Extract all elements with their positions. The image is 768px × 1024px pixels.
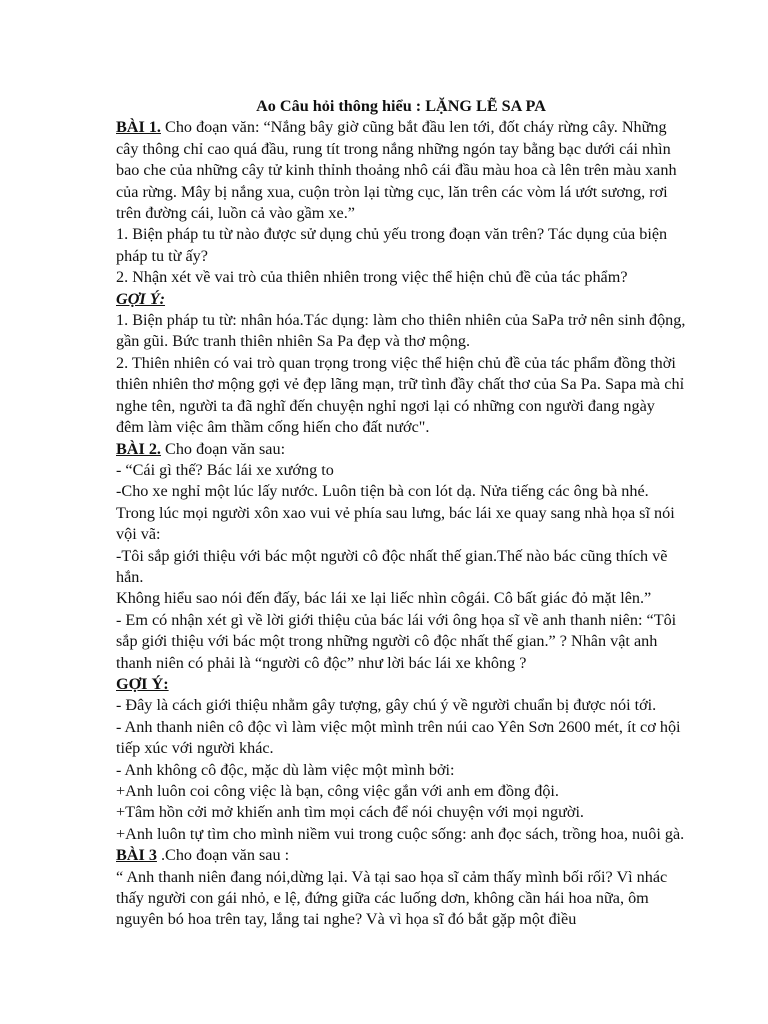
- bai3-intro-text: .Cho đoạn văn sau :: [156, 846, 290, 865]
- document-page: [116, 96, 686, 931]
- bai1-heading: BÀI 1.: [116, 118, 161, 137]
- bai1-goiy-heading: GỢI Ý:: [116, 289, 166, 308]
- bai2-intro-text: Cho đoạn văn sau:: [160, 439, 286, 458]
- bai1-question-2: 2. Nhận xét về vai trò của thiên nhiên trong việc thể hiện chủ đề của tác phẩm?: [116, 268, 628, 287]
- bai1-intro-paragraph: [116, 117, 686, 224]
- bai2-goiy-heading: GỢI Ý:: [116, 674, 169, 693]
- bai1-intro-text: Cho đoạn văn: “Nắng bây giờ cũng bắt đầu len tới, đốt cháy rừng cây. Những cây thông chỉ cao quá đầu, rung tít trong nắng những ngón tay bằng bạc dưới cái nhìn bao che của những cây tử kinh thỉnh thoảng nhô cái đầu màu hoa cà lên trên màu xanh của rừng. Mây bị nắng xua, cuộn tròn lại từng cục, lăn trên các vòm lá ướt sương, rơi trên đường cái, luồn cả vào gầm xe.”: [116, 118, 677, 223]
- bai3-intro-paragraph: [116, 845, 686, 866]
- bai1-answer-1: 1. Biện pháp tu từ: nhân hóa.Tác dụng: làm cho thiên nhiên của SaPa trở nên sinh động, gần gũi. Bức tranh thiên nhiên Sa Pa đẹp và thơ mộng.: [116, 311, 686, 351]
- bai3-paragraph-1: “ Anh thanh niên đang nói,dừng lại. Và tại sao họa sĩ cảm thấy mình bối rối? Vì nhác thấy người con gái nhỏ, e lệ, đứng giữa các luống dơn, không cần hái hoa nữa, ôm nguyên bó hoa trên tay, lắng tai nghe? Và vì họa sĩ đó bắt gặp một điều: [116, 867, 668, 929]
- bai1-answer-2: 2. Thiên nhiên có vai trò quan trọng trong việc thể hiện chủ đề của tác phẩm đồng thời thiên nhiên thơ mộng gợi vẻ đẹp lãng mạn, trữ tình đầy chất thơ của Sa Pa. Sapa mà chỉ nghe tên, người ta đã nghĩ đến chuyện nghỉ ngơi lại có những con người đang ngày đêm làm việc âm thầm cống hiến cho đất nước".: [116, 353, 685, 437]
- bai2-answer-2: - Anh thanh niên cô độc vì làm việc một mình trên núi cao Yên Sơn 2600 mét, ít cơ hội tiếp xúc với người khác.: [116, 717, 681, 758]
- bai2-answer-4: +Anh luôn coi công việc là bạn, công việc gắn với anh em đồng đội.: [116, 782, 559, 800]
- bai2-line-2: -Cho xe nghỉ một lúc lấy nước. Luôn tiện bà con lót dạ. Nửa tiếng các ông bà nhé. Trong lúc mọi người xôn xao vui vẻ phía sau lưng, bác lái xe quay sang nhà họa sĩ nói vội vã:: [116, 482, 675, 544]
- document-title: Ao Câu hỏi thông hiểu : LẶNG LẼ SA PA: [256, 97, 546, 115]
- bai1-question-1: 1. Biện pháp tu từ nào được sử dụng chủ yếu trong đoạn văn trên? Tác dụng của biện pháp tu từ ấy?: [116, 225, 668, 265]
- bai2-intro-paragraph: [116, 439, 686, 460]
- bai2-answer-6: +Anh luôn tự tìm cho mình niềm vui trong cuộc sống: anh đọc sách, trồng hoa, nuôi gà.: [116, 824, 685, 843]
- bai2-question: - Em có nhận xét gì về lời giới thiệu của bác lái với ông họa sĩ về anh thanh niên: “Tôi sắp giới thiệu với bác một trong những người cô độc nhất thế gian.” ? Nhân vật anh thanh niên có phải là “người cô độc” như lời bác lái xe không ?: [116, 610, 677, 672]
- bai2-answer-5: +Tâm hồn cởi mở khiến anh tìm mọi cách để nói chuyện với mọi người.: [116, 803, 584, 822]
- bai2-line-4: Không hiểu sao nói đến đấy, bác lái xe lại liếc nhìn côgái. Cô bất giác đỏ mặt lên.”: [116, 589, 652, 608]
- bai2-line-3: -Tôi sắp giới thiệu với bác một người cô độc nhất thế gian.Thế nào bác cũng thích vẽ hắn.: [116, 546, 668, 586]
- bai3-heading: BÀI 3: [116, 846, 157, 865]
- bai2-answer-1: - Đây là cách giới thiệu nhằm gây tượng, gây chú ý về người chuẩn bị được nói tới.: [116, 696, 657, 715]
- bai2-heading: BÀI 2.: [116, 439, 161, 458]
- bai2-answer-3: - Anh không cô độc, mặc dù làm việc một mình bởi:: [116, 760, 455, 779]
- bai2-line-1: - “Cái gì thế? Bác lái xe xướng to: [116, 460, 334, 479]
